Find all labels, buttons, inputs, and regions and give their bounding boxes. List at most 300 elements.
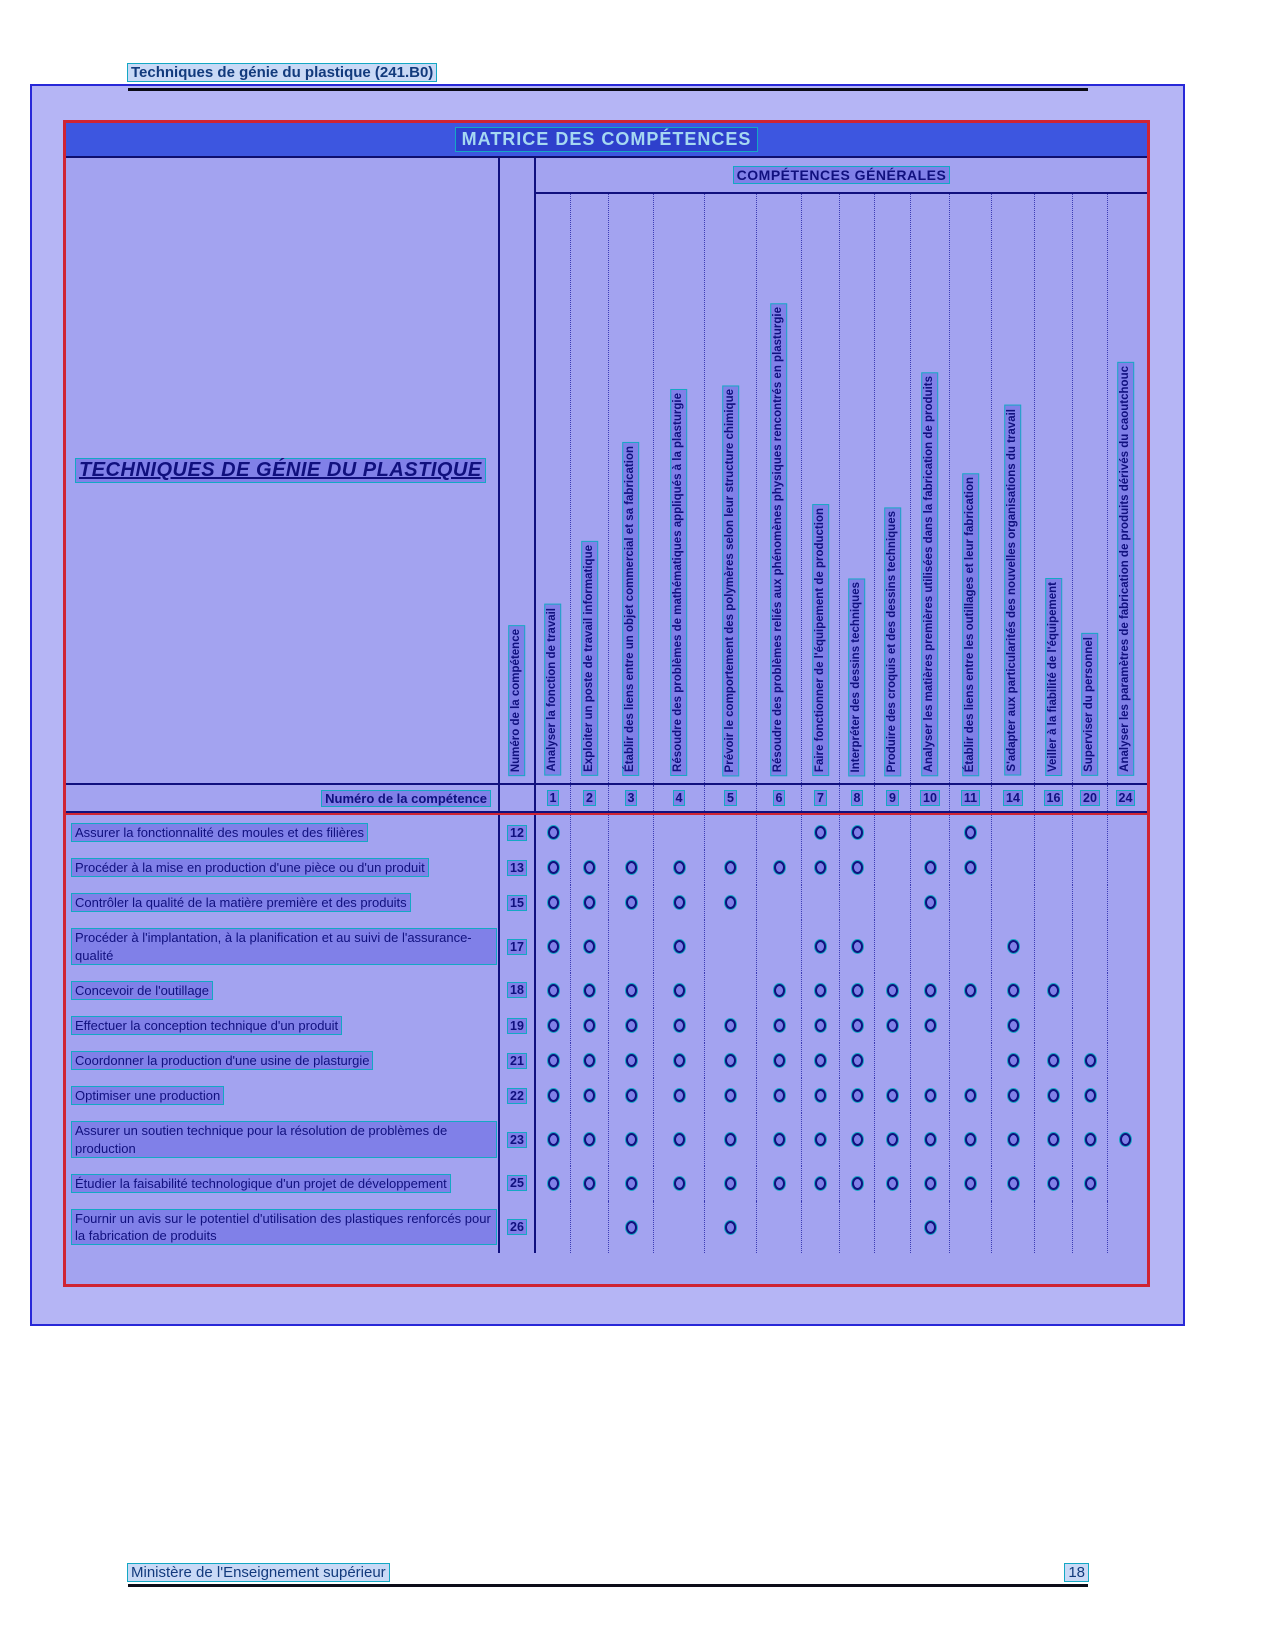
mark-cell [704,885,756,920]
mark-cell [839,1078,874,1113]
document-header-text: Techniques de génie du plastique (241.B0) [128,64,436,81]
mark-cell [839,1008,874,1043]
mark-cell [801,850,839,885]
row-label: Contrôler la qualité de la matière première et des produits [72,894,410,911]
competency-mark [852,1133,863,1146]
competency-number: 14 [1006,791,1020,805]
row-label-cell [66,1166,500,1201]
mark-cell [570,1078,608,1113]
row-number-cell [500,973,536,1008]
competency-number: 6 [775,791,783,805]
mark-cell [608,815,653,850]
competency-number-cell [839,785,874,811]
competency-mark [548,1089,559,1102]
competency-mark [1008,984,1019,997]
mark-cell [910,920,949,972]
competency-mark [1008,1177,1019,1190]
competency-mark [548,896,559,909]
mark-cell [910,1078,949,1113]
mark-cell [536,1113,570,1165]
mark-cell [570,815,608,850]
competency-number: 1 [549,791,557,805]
competency-number-cell [801,785,839,811]
mark-cell [991,1166,1034,1201]
mark-cell [839,1113,874,1165]
footer-page-number: 18 [1065,1564,1088,1581]
mark-cell [1072,1043,1107,1078]
mark-cell [756,815,801,850]
matrix-row [66,1078,1147,1113]
mark-cell [704,973,756,1008]
mark-cell [756,1078,801,1113]
competency-mark [626,984,637,997]
mark-cell [991,920,1034,972]
competency-mark [1008,1019,1019,1032]
competency-mark [674,1089,685,1102]
competency-mark [548,1019,559,1032]
competency-number-column-header [500,158,536,783]
competency-mark [815,1089,826,1102]
competency-mark [548,1133,559,1146]
matrix-row [66,815,1147,850]
mark-cell [704,1166,756,1201]
mark-cell [949,1166,991,1201]
competency-mark [925,1019,936,1032]
row-number: 21 [510,1053,524,1068]
matrix-row [66,1166,1147,1201]
mark-cell [653,885,704,920]
mark-cell [536,850,570,885]
row-number-cell [500,850,536,885]
competency-mark [965,1089,976,1102]
row-marks [536,850,1147,885]
mark-cell [1107,920,1143,972]
competency-mark [774,861,785,874]
row-number: 12 [510,825,524,840]
competency-number: 2 [586,791,593,805]
mark-cell [991,1043,1034,1078]
mark-cell [991,815,1034,850]
row-marks [536,1078,1147,1113]
mark-cell [653,1113,704,1165]
competency-mark [548,1177,559,1190]
mark-cell [1034,815,1072,850]
row-number-cell [500,920,536,972]
row-marks [536,885,1147,920]
row-marks [536,1166,1147,1201]
competency-mark [725,1133,736,1146]
mark-cell [1072,885,1107,920]
mark-cell [1107,1201,1143,1253]
competency-mark [626,861,637,874]
competency-mark [965,861,976,874]
mark-cell [874,1201,910,1253]
competency-mark [584,1133,595,1146]
program-title-cell [66,158,500,783]
mark-cell [756,1166,801,1201]
row-number: 23 [510,1132,524,1147]
mark-cell [756,850,801,885]
competency-matrix [63,120,1150,1287]
competency-mark [725,1019,736,1032]
general-competencies-region [536,158,1147,783]
mark-cell [801,815,839,850]
competency-mark [674,1054,685,1067]
mark-cell [874,1078,910,1113]
mark-cell [1034,1078,1072,1113]
competency-mark [674,1133,685,1146]
competency-header-cell [704,194,756,783]
competency-mark [626,1054,637,1067]
mark-cell [756,1113,801,1165]
competency-mark [584,1177,595,1190]
competency-number-cell [570,785,608,811]
competency-number: 24 [1118,791,1133,805]
competency-mark [852,1177,863,1190]
competency-mark [584,940,595,953]
mark-cell [949,1043,991,1078]
mark-cell [874,885,910,920]
row-number: 25 [510,1176,524,1191]
matrix-title: MATRICE DES COMPÉTENCES [456,128,758,151]
mark-cell [910,1166,949,1201]
competency-mark [674,896,685,909]
mark-cell [1072,920,1107,972]
competency-mark [1085,1089,1096,1102]
competency-mark [925,984,936,997]
competency-number-cells [536,785,1147,811]
mark-cell [1034,973,1072,1008]
row-number: 17 [510,939,524,954]
mark-cell [1107,973,1143,1008]
row-label-cell [66,1113,500,1165]
competency-mark [815,940,826,953]
mark-cell [704,1113,756,1165]
mark-cell [801,1113,839,1165]
mark-cell [704,815,756,850]
competency-mark [925,1089,936,1102]
competency-mark [887,1133,898,1146]
mark-cell [608,973,653,1008]
competency-header-cell [653,194,704,783]
competency-mark [626,896,637,909]
competency-mark [725,896,736,909]
matrix-row [66,885,1147,920]
mark-cell [991,885,1034,920]
mark-cell [1072,815,1107,850]
row-number: 13 [510,860,524,875]
competency-mark [1048,1054,1059,1067]
mark-cell [1107,1113,1143,1165]
matrix-row [66,850,1147,885]
row-number: 22 [510,1088,524,1103]
competency-mark [774,984,785,997]
matrix-header-region [66,158,1147,783]
competency-mark [626,1089,637,1102]
competency-mark [725,861,736,874]
mark-cell [1107,815,1143,850]
competency-header-cell [608,194,653,783]
program-title: TECHNIQUES DE GÉNIE DU PLASTIQUE [76,459,485,482]
competency-mark [548,984,559,997]
competency-mark [925,1177,936,1190]
mark-cell [608,1078,653,1113]
competency-number: 11 [963,791,978,805]
competency-mark [887,984,898,997]
row-label-cell [66,1201,500,1253]
mark-cell [910,885,949,920]
row-label: Fournir un avis sur le potentiel d'utilisation des plastiques renforcés pour la fabrication de produits [72,1210,496,1244]
competency-number-cell [874,785,910,811]
competency-label: Analyser les paramètres de fabrication de produits dérivés du caoutchouc [1118,363,1133,775]
competency-number-cell [536,785,570,811]
mark-cell [608,1113,653,1165]
mark-cell [910,1008,949,1043]
competency-label: Veiller à la fiabilité de l'équipement [1046,579,1061,775]
competency-number: 5 [727,791,734,805]
mark-cell [1034,1113,1072,1165]
mark-cell [991,1078,1034,1113]
mark-cell [1107,1008,1143,1043]
competency-number-cell [991,785,1034,811]
mark-cell [1107,885,1143,920]
competency-number-cell [653,785,704,811]
competency-number-cell [1107,785,1143,811]
competency-label: Analyser la fonction de travail [545,605,560,775]
mark-cell [910,850,949,885]
competency-mark [852,1019,863,1032]
mark-cell [536,1201,570,1253]
mark-cell [704,920,756,972]
competency-mark [674,861,685,874]
mark-cell [653,920,704,972]
matrix-row [66,1201,1147,1253]
competency-mark [674,1177,685,1190]
competency-label: Produire des croquis et des dessins techniques [885,508,900,775]
mark-cell [536,973,570,1008]
mark-cell [608,885,653,920]
competency-mark [548,940,559,953]
row-label-cell [66,973,500,1008]
competency-mark [548,1054,559,1067]
competency-mark [1120,1133,1131,1146]
mark-cell [756,1008,801,1043]
row-number-cell [500,1043,536,1078]
footer-ministry-text: Ministère de l'Enseignement supérieur [128,1564,389,1581]
mark-cell [1034,1166,1072,1201]
row-label: Étudier la faisabilité technologique d'un projet de développement [72,1175,450,1192]
competency-mark [548,861,559,874]
mark-cell [570,1043,608,1078]
mark-cell [704,1201,756,1253]
mark-cell [874,1043,910,1078]
mark-cell [839,973,874,1008]
matrix-body [66,813,1147,1284]
competency-label: Superviser du personnel [1082,634,1097,775]
mark-cell [653,815,704,850]
mark-cell [801,885,839,920]
competency-number-cell [704,785,756,811]
competency-mark [1008,940,1019,953]
mark-cell [910,973,949,1008]
mark-cell [653,850,704,885]
mark-cell [991,1113,1034,1165]
mark-cell [536,1043,570,1078]
row-label-cell [66,850,500,885]
mark-cell [949,1201,991,1253]
row-number-cell [500,1078,536,1113]
matrix-row [66,1113,1147,1165]
row-label: Procéder à l'implantation, à la planification et au suivi de l'assurance-qualité [72,929,496,963]
mark-cell [536,920,570,972]
mark-cell [570,920,608,972]
competency-mark [584,1019,595,1032]
row-label: Coordonner la production d'une usine de plasturgie [72,1052,372,1069]
row-marks [536,973,1147,1008]
competency-mark [965,984,976,997]
competency-mark [674,940,685,953]
competency-mark [887,1089,898,1102]
document-header [128,64,436,81]
competency-header-cell [949,194,991,783]
competency-mark [852,940,863,953]
mark-cell [839,1166,874,1201]
mark-cell [801,1201,839,1253]
mark-cell [1107,1166,1143,1201]
mark-cell [608,850,653,885]
row-label: Procéder à la mise en production d'une pièce ou d'un produit [72,859,428,876]
competency-label: Exploiter un poste de travail informatique [582,542,597,775]
competency-mark [584,1089,595,1102]
competency-mark [1048,1089,1059,1102]
competency-mark [774,1054,785,1067]
competency-mark [925,896,936,909]
competency-mark [887,1019,898,1032]
mark-cell [949,920,991,972]
row-marks [536,1113,1147,1165]
mark-cell [991,850,1034,885]
competency-mark [584,984,595,997]
mark-cell [756,1043,801,1078]
mark-cell [801,1166,839,1201]
mark-cell [756,973,801,1008]
competency-label: Analyser les matières premières utilisées dans la fabrication de produits [922,373,937,775]
mark-cell [801,1008,839,1043]
competency-mark [548,826,559,839]
competency-header-cell [910,194,949,783]
mark-cell [839,885,874,920]
competency-header-cell [839,194,874,783]
matrix-row [66,920,1147,972]
row-marks [536,920,1147,972]
competency-mark [1008,1054,1019,1067]
general-competencies-label: COMPÉTENCES GÉNÉRALES [734,167,950,183]
row-label-cell [66,815,500,850]
competency-number: 8 [853,791,861,805]
competency-header-cell [1034,194,1072,783]
competency-label: Faire fonctionner de l'équipement de production [813,505,828,775]
row-label-cell [66,920,500,972]
mark-cell [1107,850,1143,885]
matrix-title-bar [66,123,1147,158]
row-label-cell [66,1043,500,1078]
row-marks [536,815,1147,850]
mark-cell [570,1166,608,1201]
mark-cell [991,1008,1034,1043]
mark-cell [1107,1078,1143,1113]
mark-cell [756,1201,801,1253]
mark-cell [536,885,570,920]
mark-cell [704,1008,756,1043]
competency-mark [925,861,936,874]
competency-mark [774,1133,785,1146]
competency-number: 7 [817,791,824,805]
mark-cell [874,1008,910,1043]
matrix-row [66,1043,1147,1078]
mark-cell [653,1008,704,1043]
competency-header-cell [1107,194,1143,783]
mark-cell [1072,1166,1107,1201]
row-number-cell [500,885,536,920]
numbers-row-spacer-cell [500,785,536,811]
row-number-cell [500,1201,536,1253]
competency-mark [674,984,685,997]
mark-cell [1034,1043,1072,1078]
mark-cell [801,973,839,1008]
mark-cell [874,1166,910,1201]
mark-cell [874,920,910,972]
mark-cell [570,885,608,920]
mark-cell [608,1008,653,1043]
competency-mark [584,1054,595,1067]
row-number-cell [500,1008,536,1043]
row-number-cell [500,1113,536,1165]
competency-header-cell [570,194,608,783]
mark-cell [653,1166,704,1201]
competency-numbers-row [66,783,1147,813]
mark-cell [1034,850,1072,885]
competency-mark [774,1089,785,1102]
mark-cell [608,1201,653,1253]
row-label: Assurer la fonctionnalité des moules et des filières [72,824,367,841]
row-number: 19 [510,1018,524,1033]
mark-cell [910,1043,949,1078]
competency-headers [536,194,1147,783]
row-label-cell [66,1008,500,1043]
mark-cell [874,973,910,1008]
competency-header-cell [874,194,910,783]
competency-number-cell [949,785,991,811]
competency-mark [774,1177,785,1190]
row-marks [536,1201,1147,1253]
mark-cell [1072,1008,1107,1043]
competency-mark [626,1019,637,1032]
competency-mark [965,1177,976,1190]
competency-mark [815,1133,826,1146]
mark-cell [608,1043,653,1078]
mark-cell [874,850,910,885]
competency-mark [965,826,976,839]
competency-label: Interpréter des dessins techniques [849,579,864,775]
competency-number-cell [910,785,949,811]
row-marks [536,1043,1147,1078]
row-label: Effectuer la conception technique d'un produit [72,1017,341,1034]
competency-mark [626,1221,637,1234]
competency-label: Résoudre des problèmes reliés aux phénomènes physiques rencontrés en plasturgie [771,304,786,775]
competency-header-cell [991,194,1034,783]
mark-cell [570,1008,608,1043]
competency-mark [887,1177,898,1190]
